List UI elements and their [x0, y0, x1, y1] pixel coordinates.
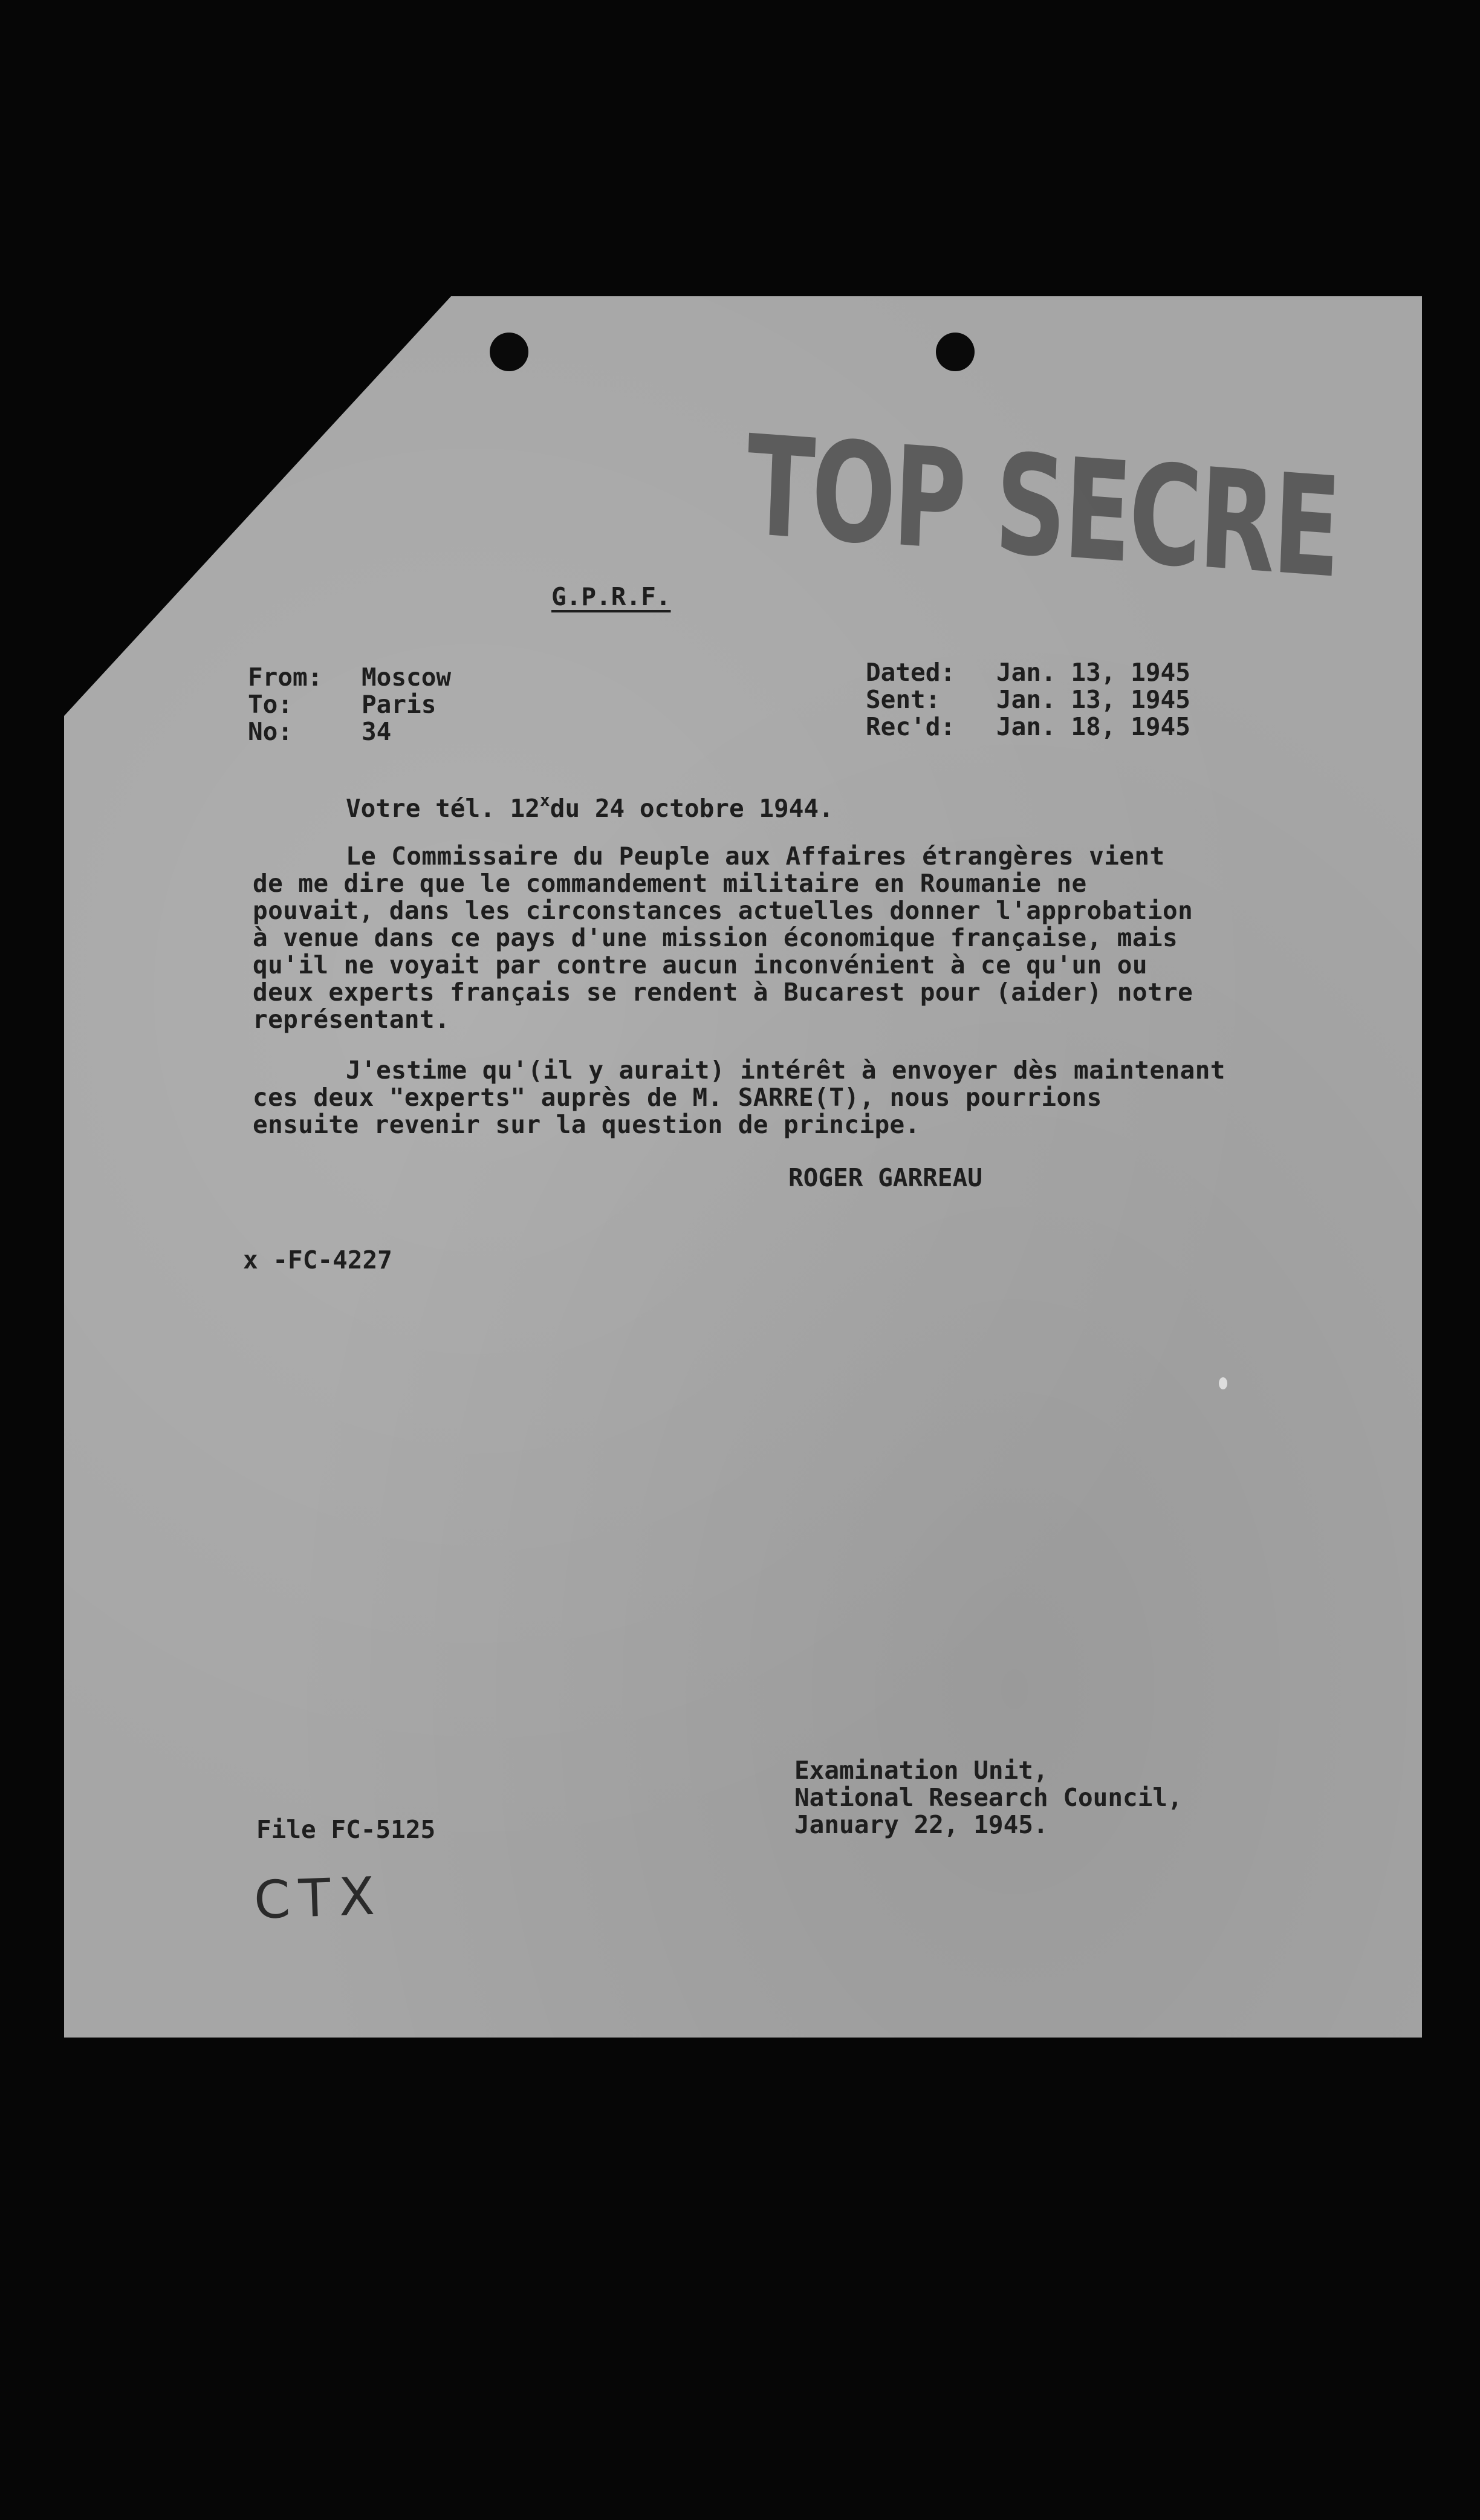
paragraph-1-line: deux experts français se rendent à Bucarest pour (aider) notre — [253, 978, 1193, 1007]
heading: G.P.R.F. — [551, 582, 671, 611]
punch-hole-right — [936, 333, 975, 371]
examination-line: National Research Council, — [794, 1783, 1183, 1812]
paragraph-1-line: de me dire que le commandement militaire en Roumanie ne — [253, 869, 1087, 898]
paragraph-1-line: à venue dans ce pays d'une mission économique française, mais — [253, 923, 1178, 952]
to-label: To: — [248, 690, 293, 719]
reference-line — [346, 790, 834, 823]
received-value: Jan. 18, 1945 — [996, 712, 1190, 741]
paragraph-1-line: Le Commissaire du Peuple aux Affaires étrangères vient — [346, 842, 1165, 871]
to-value: Paris — [362, 690, 437, 719]
reference-after: du 24 octobre 1944. — [550, 794, 834, 823]
sent-value: Jan. 13, 1945 — [996, 685, 1190, 714]
number-label: No: — [248, 717, 293, 746]
examination-line: January 22, 1945. — [794, 1810, 1048, 1839]
paragraph-2-line: ces deux "experts" auprès de M. SARRE(T), nous pourrions — [253, 1083, 1102, 1112]
handwritten-note: CTX — [253, 1866, 385, 1931]
examination-line: Examination Unit, — [794, 1756, 1048, 1785]
file-reference: File FC-5125 — [256, 1815, 436, 1844]
reference-mark: x — [539, 790, 550, 810]
reference-before: Votre tél. 12 — [346, 794, 540, 823]
paper-speck — [1219, 1377, 1227, 1389]
dated-value: Jan. 13, 1945 — [996, 658, 1190, 687]
punch-hole-left — [490, 333, 528, 371]
paragraph-1-line: qu'il ne voyait par contre aucun inconvénient à ce qu'un ou — [253, 950, 1147, 979]
received-label: Rec'd: — [866, 712, 956, 741]
from-label: From: — [248, 663, 323, 692]
top-secret-stamp: TOP SECRE — [743, 405, 1342, 609]
from-value: Moscow — [362, 663, 452, 692]
paragraph-2-line: ensuite revenir sur la question de principe. — [253, 1110, 920, 1139]
paragraph-2-line: J'estime qu'(il y aurait) intérêt à envoyer dès maintenant — [346, 1056, 1225, 1085]
signature: ROGER GARREAU — [788, 1163, 982, 1192]
footnote: x -FC-4227 — [243, 1245, 392, 1275]
paragraph-1-line: représentant. — [253, 1005, 450, 1034]
paragraph-1-line: pouvait, dans les circonstances actuelles donner l'approbation — [253, 896, 1193, 925]
dated-label: Dated: — [866, 658, 956, 687]
number-value: 34 — [362, 717, 392, 746]
sent-label: Sent: — [866, 685, 941, 714]
